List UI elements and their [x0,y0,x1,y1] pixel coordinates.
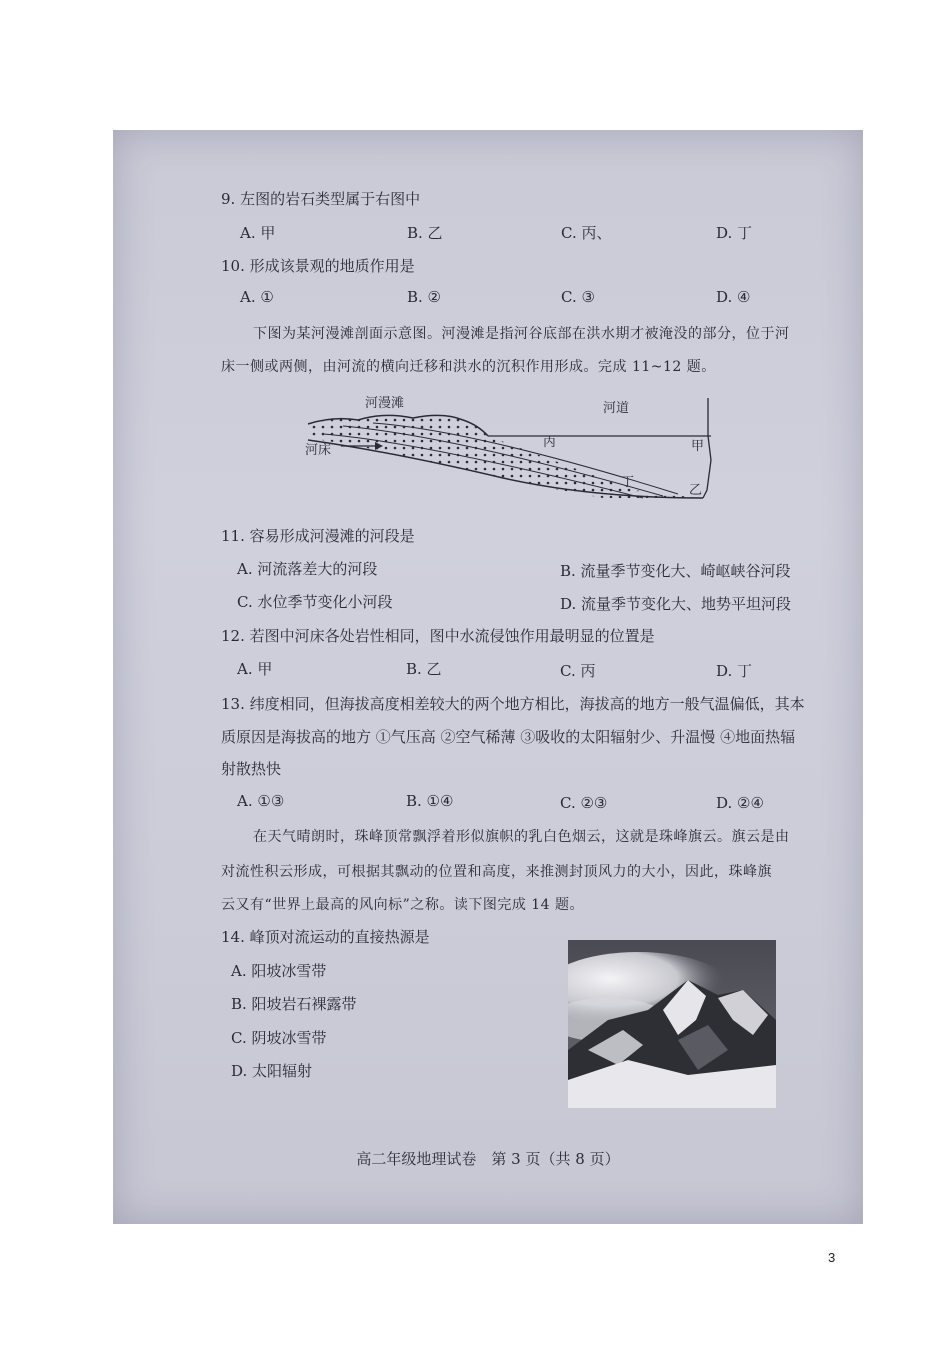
q14-option-d: D. 太阳辐射 [231,1062,313,1080]
q10-option-d: D. ④ [716,288,751,306]
label-jia: 甲 [691,439,705,454]
q14-option-a: A. 阳坡冰雪带 [231,962,327,980]
q11-option-b: B. 流量季节变化大、崎岖峡谷河段 [560,562,791,580]
q13-option-c: C. ②③ [560,794,608,812]
question-13-line-2: 质原因是海拔高的地方 ①气压高 ②空气稀薄 ③吸收的太阳辐射少、升温慢 ④地面热辐 [221,728,796,746]
question-10-stem: 10. 形成该景观的地质作用是 [221,257,415,275]
scanned-exam-page [113,130,863,1224]
intro-11-12-line-1: 下图为某河漫滩剖面示意图。河漫滩是指河谷底部在洪水期才被淹没的部分，位于河 [253,326,790,342]
question-11-stem: 11. 容易形成河漫滩的河段是 [221,527,415,545]
q10-option-a: A. ① [240,288,274,306]
question-9-stem: 9. 左图的岩石类型属于右图中 [221,190,421,208]
label-yi: 乙 [689,483,703,498]
intro-14-line-1: 在天气晴朗时，珠峰顶常飘浮着形似旗帜的乳白色烟云，这就是珠峰旗云。旗云是由 [253,829,790,845]
label-riverbed: 河床 [305,443,332,458]
q14-option-b: B. 阳坡岩石裸露带 [231,995,357,1013]
q13-option-d: D. ②④ [716,794,764,812]
q10-option-b: B. ② [407,288,442,306]
q10-option-c: C. ③ [561,288,595,306]
label-channel: 河道 [603,401,630,416]
question-12-stem: 12. 若图中河床各处岩性相同，图中水流侵蚀作用最明显的位置是 [221,627,655,645]
sediment-wedge [308,415,698,498]
question-14-stem: 14. 峰顶对流运动的直接热源是 [221,928,430,946]
label-bing: 丙 [543,435,557,450]
intro-11-12-line-2: 床一侧或两侧，由河流的横向迁移和洪水的沉积作用形成。完成 11~12 题。 [221,359,716,375]
q12-option-d: D. 丁 [716,662,753,680]
intro-14-line-3: 云又有“世界上最高的风向标”之称。读下图完成 14 题。 [221,897,585,913]
question-13-line-1: 13. 纬度相同，但海拔高度相差较大的两个地方相比，海拔高的地方一般气温偏低，其本 [221,695,805,713]
intro-14-line-2: 对流性积云形成，可根据其飘动的位置和高度，来推测封顶风力的大小，因此，珠峰旗 [221,864,772,880]
q11-option-a: A. 河流落差大的河段 [237,560,378,578]
q14-option-c: C. 阴坡冰雪带 [231,1029,327,1047]
everest-flag-cloud-photo [568,940,776,1108]
right-bank-line [703,398,711,498]
page-footer: 高二年级地理试卷 第 3 页（共 8 页） [356,1150,620,1168]
q9-option-d: D. 丁 [716,224,753,242]
q11-option-d: D. 流量季节变化大、地势平坦河段 [560,595,792,613]
label-ding: 丁 [621,475,635,490]
question-13-line-3: 射散热快 [221,760,282,778]
q9-option-b: B. 乙 [407,224,443,242]
q12-option-a: A. 甲 [237,660,273,678]
floodplain-cross-section-diagram [303,390,723,510]
label-floodplain: 河漫滩 [365,396,405,411]
q9-option-a: A. 甲 [240,224,276,242]
q12-option-b: B. 乙 [406,660,442,678]
q13-option-a: A. ①③ [237,792,285,810]
q11-option-c: C. 水位季节变化小河段 [237,593,393,611]
q9-option-c: C. 丙、 [561,224,612,242]
page-number: 3 [828,1250,836,1265]
q12-option-c: C. 丙 [560,662,596,680]
q13-option-b: B. ①④ [406,792,454,810]
